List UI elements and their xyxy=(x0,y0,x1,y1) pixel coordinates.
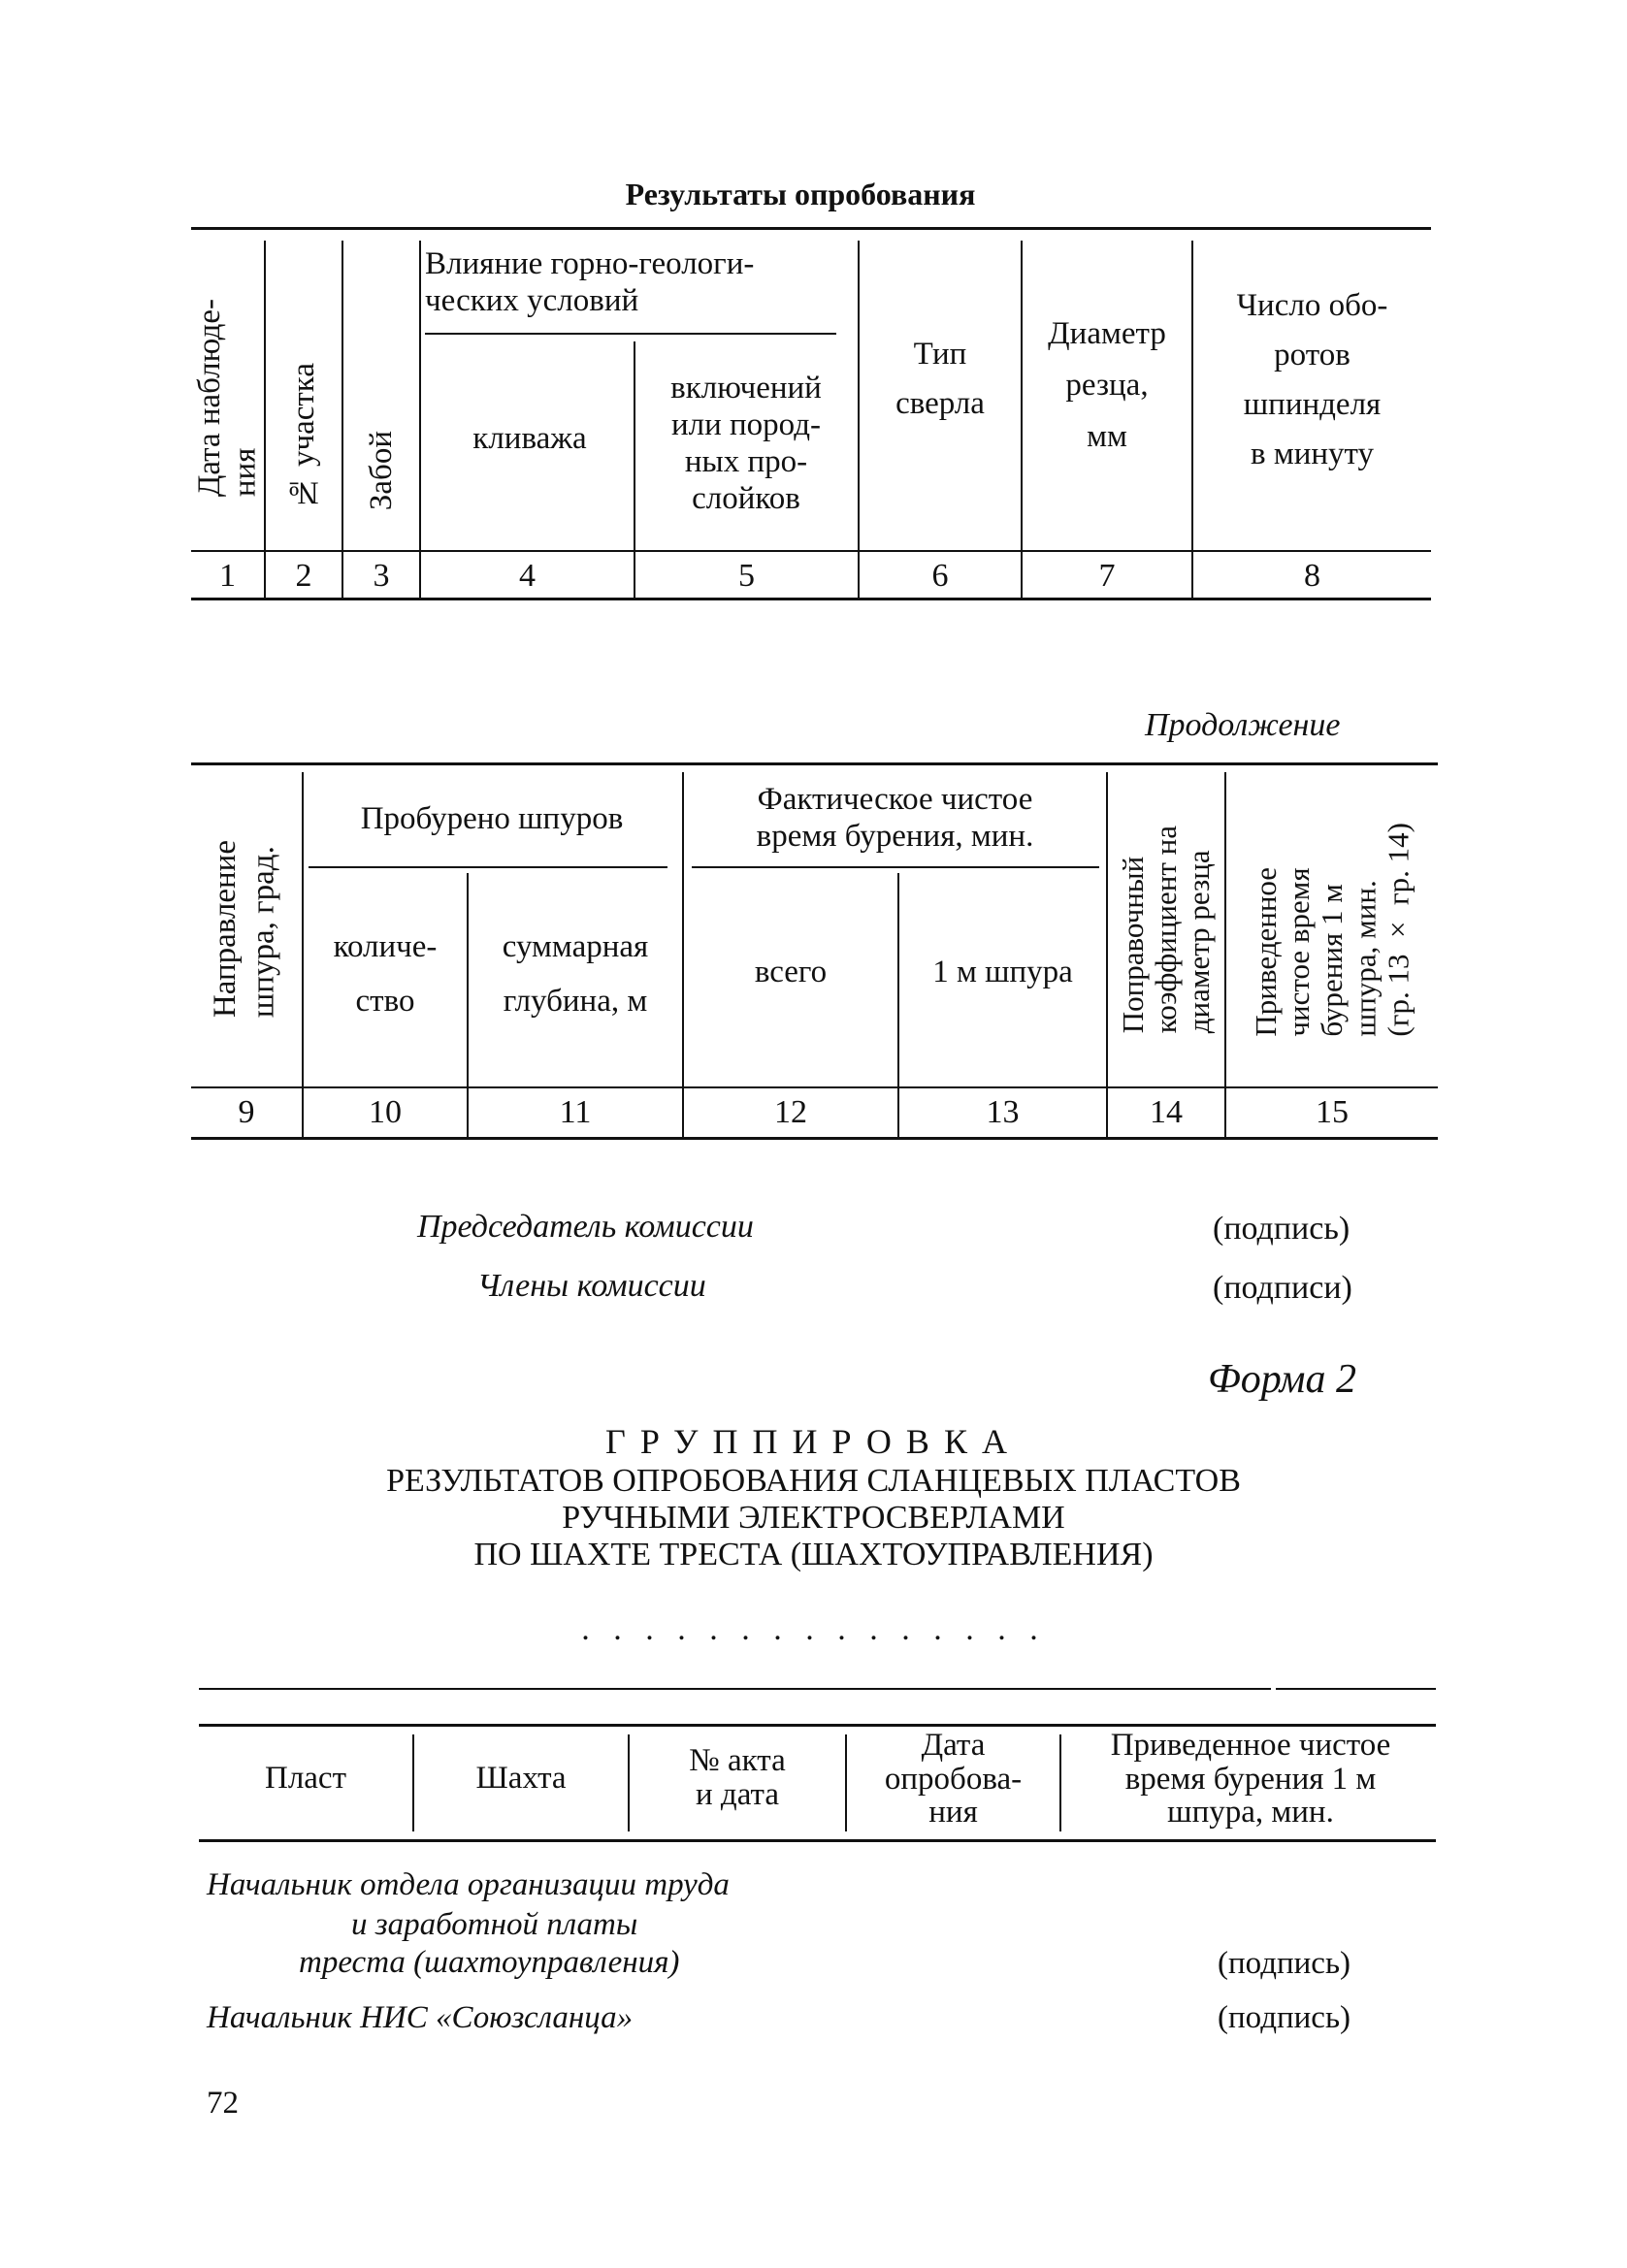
table1-col-number: 8 xyxy=(1304,558,1320,594)
table1-col-number: 6 xyxy=(931,558,949,594)
table1-divider xyxy=(419,241,421,598)
col-total-depth: суммарная глубина, м xyxy=(502,929,649,1020)
table1-col-number: 3 xyxy=(373,558,390,594)
table2-col-number: 11 xyxy=(559,1094,592,1130)
col-act: № акта и дата xyxy=(689,1743,786,1812)
table2-subheader-rule xyxy=(309,866,667,868)
col-direction: Направление шпура, град. xyxy=(208,840,281,1019)
heading-line: РЕЗУЛЬТАТОВ ОПРОБОВАНИЯ СЛАНЦЕВЫХ ПЛАСТОВ xyxy=(386,1463,1241,1499)
table2-col-number: 15 xyxy=(1316,1094,1349,1130)
table2-bottom-rule xyxy=(191,1137,1438,1140)
col-per-meter: 1 м шпура xyxy=(932,955,1073,989)
chairman-signature: (подпись) xyxy=(1213,1211,1350,1247)
col-cleavage: кливажа xyxy=(472,421,587,456)
table1-col-number: 7 xyxy=(1098,558,1116,594)
table2-header-rule xyxy=(191,1086,1438,1088)
table2-col-number: 14 xyxy=(1150,1094,1183,1130)
members-signature: (подписи) xyxy=(1213,1270,1352,1306)
chairman-label: Председатель комиссии xyxy=(417,1209,754,1245)
table3-overline xyxy=(1276,1688,1436,1690)
col-reduced-time: Приведенное чистое время бурения 1 м шпура, мин. (гр. 13 × гр. 14) xyxy=(1248,822,1415,1037)
col-drill-type: Тип сверла xyxy=(895,337,985,422)
labor-dept-head-line: Начальник отдела организации труда xyxy=(207,1867,730,1902)
col-quantity: количе- ство xyxy=(333,929,438,1020)
table2-top-rule xyxy=(191,762,1438,765)
labor-dept-head-line: треста (шахтоуправления) xyxy=(299,1945,680,1980)
form-label: Форма 2 xyxy=(1208,1357,1356,1402)
heading-dots: . . . . . . . . . . . . . . . xyxy=(581,1611,1046,1647)
col-actual-time-group: Фактическое чистое время бурения, мин. xyxy=(756,782,1034,854)
col-total: всего xyxy=(754,955,828,989)
continuation-label: Продолжение xyxy=(1145,707,1341,743)
table2-col-number: 10 xyxy=(369,1094,402,1130)
labor-dept-head-line: и заработной платы xyxy=(351,1907,638,1942)
table2-col-number: 12 xyxy=(774,1094,807,1130)
col-cutter-diameter: Диаметр резца, мм xyxy=(1048,316,1166,454)
heading-line: ПО ШАХТЕ ТРЕСТА (ШАХТОУПРАВЛЕНИЯ) xyxy=(473,1537,1154,1572)
table1-header-rule xyxy=(191,550,1431,552)
heading-line: РУЧНЫМИ ЭЛЕКТРОСВЕРЛАМИ xyxy=(562,1500,1065,1536)
table1-title: Результаты опробования xyxy=(625,177,976,211)
labor-dept-signature: (подпись) xyxy=(1218,1946,1350,1981)
table2-col-number: 13 xyxy=(986,1094,1020,1130)
nis-head-signature: (подпись) xyxy=(1218,2000,1350,2035)
col-inclusions: включений или пород- ных про- слойков xyxy=(670,371,822,516)
table1-col-number: 5 xyxy=(738,558,755,594)
heading-title: ГРУППИРОВКА xyxy=(605,1422,1022,1461)
table1-col-number: 1 xyxy=(219,558,236,594)
nis-head-label: Начальник НИС «Союзсланца» xyxy=(207,2000,634,2035)
table2-subheader-rule xyxy=(692,866,1099,868)
col-face: Забой xyxy=(363,430,399,511)
col-drilled-group: Пробурено шпуров xyxy=(360,801,624,836)
table3-top-rule xyxy=(199,1724,1436,1727)
table3-bottom-rule xyxy=(199,1839,1436,1842)
col-test-date: Дата опробова- ния xyxy=(884,1728,1023,1831)
table1-col-number: 4 xyxy=(519,558,536,594)
col-correction: Поправочный коэффициент на диаметр резца xyxy=(1115,825,1217,1034)
col-seam: Пласт xyxy=(264,1761,346,1796)
table1-col-number: 2 xyxy=(295,558,312,594)
col-section-no: № участка xyxy=(285,363,321,510)
table1-subheader-rule xyxy=(425,333,836,335)
page-number: 72 xyxy=(207,2086,239,2121)
table1-top-rule xyxy=(191,227,1431,230)
table3-overline xyxy=(199,1688,1271,1690)
col-influence-group: Влияние горно-геологи- ческих условий xyxy=(425,246,755,318)
col-mine: Шахта xyxy=(475,1761,567,1796)
table1-bottom-rule xyxy=(191,598,1431,600)
table2-col-number: 9 xyxy=(238,1094,255,1130)
col-spindle-rpm: Число обо- ротов шпинделя в минуту xyxy=(1236,288,1388,472)
col-observation-date: Дата наблюде- ния xyxy=(191,298,262,498)
col-reduced-time: Приведенное чистое время бурения 1 м шпура, мин. xyxy=(1110,1728,1391,1831)
members-label: Члены комиссии xyxy=(477,1268,706,1304)
